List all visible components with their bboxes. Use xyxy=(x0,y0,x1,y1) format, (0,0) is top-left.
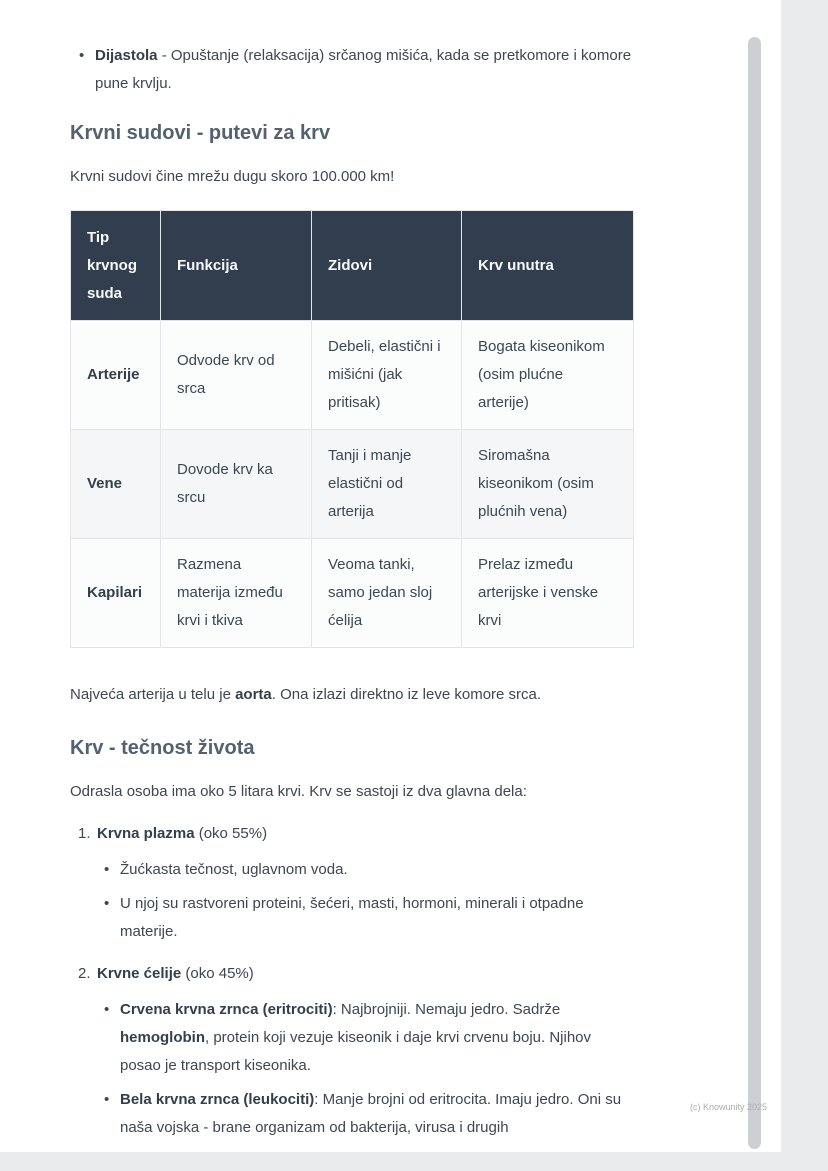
table-cell: Prelaz između arterijske i venske krvi xyxy=(462,539,634,648)
table-cell: Arterije xyxy=(71,321,161,430)
term-krvna-plazma: Krvna plazma xyxy=(97,825,195,842)
table-cell: Debeli, elastični i mišićni (jak pritisak) xyxy=(312,321,462,430)
list-item-plazma xyxy=(78,820,633,946)
table-cell: Kapilari xyxy=(71,539,161,648)
table-header xyxy=(71,211,634,321)
text-segment: , protein koji vezuje kiseonik i daje krvi crvenu boju. Njihov posao je transport kiseonika. xyxy=(120,1029,592,1074)
list-item xyxy=(95,42,633,98)
text-segment: Najveća arterija u telu je xyxy=(70,686,236,703)
term-hemoglobin: hemoglobin xyxy=(120,1029,205,1046)
list-number: 1. xyxy=(78,825,91,842)
table-cell: Veoma tanki, samo jedan sloj ćelija xyxy=(312,539,462,648)
celije-sublist xyxy=(97,996,633,1142)
list-item-text: - Opuštanje (relaksacija) srčanog mišića, kada se pretkomore i komore pune krvlju. xyxy=(95,47,632,92)
blood-vessels-table xyxy=(70,210,634,648)
table-row xyxy=(71,430,634,539)
text-segment: (oko 45%) xyxy=(181,965,254,982)
paragraph-krv-intro: Odrasla osoba ima oko 5 litara krvi. Krv se sastoji iz dva glavna dela: xyxy=(70,783,527,800)
list-item: • Žućkasta tečnost, uglavnom voda. xyxy=(120,856,633,884)
blood-components-list xyxy=(70,820,633,1142)
section-heading-krvni-sudovi: Krvni sudovi - putevi za krv xyxy=(70,122,331,144)
table-header-cell: Funkcija xyxy=(161,211,312,321)
text-segment: : Manje brojni od eritrocita. Imaju jedro. Oni su naša vojska - brane organizam od bakterija, virusa i drugih xyxy=(120,1091,622,1136)
term-leukociti: Bela krvna zrnca (leukociti) xyxy=(120,1091,315,1108)
table-header-cell: Krv unutra xyxy=(462,211,634,321)
table-cell: Tanji i manje elastični od arterija xyxy=(312,430,462,539)
table-cell: Razmena materija između krvi i tkiva xyxy=(161,539,312,648)
term-eritrociti: Crvena krvna zrnca (eritrociti) xyxy=(120,1001,333,1018)
intro-bullet-list xyxy=(70,42,633,98)
list-item-celije xyxy=(78,960,633,1142)
list-item-eritrociti xyxy=(120,996,633,1080)
table-cell: Bogata kiseonikom (osim plućne arterije) xyxy=(462,321,634,430)
section-heading-krv: Krv - tečnost života xyxy=(70,737,255,759)
list-item-leukociti xyxy=(120,1086,633,1142)
list-number: 2. xyxy=(78,965,91,982)
term-dijastola: Dijastola xyxy=(95,47,158,64)
table-cell: Odvode krv od srca xyxy=(161,321,312,430)
table-cell: Dovode krv ka srcu xyxy=(161,430,312,539)
plazma-sublist xyxy=(97,856,633,946)
list-item: • U njoj su rastvoreni proteini, šećeri, masti, hormoni, minerali i otpadne materije. xyxy=(120,890,633,946)
paragraph-krvni-sudovi-intro: Krvni sudovi čine mrežu dugu skoro 100.000 km! xyxy=(70,168,395,185)
table-row xyxy=(71,321,634,430)
paragraph-aorta xyxy=(70,681,633,709)
table-row xyxy=(71,539,634,648)
text-segment: (oko 55%) xyxy=(194,825,268,842)
scrollbar-thumb[interactable] xyxy=(748,37,761,1149)
term-krvne-celije: Krvne ćelije xyxy=(97,965,182,982)
table-body xyxy=(71,321,634,648)
table-header-row xyxy=(71,211,634,321)
term-aorta: aorta xyxy=(235,686,272,703)
text-segment: : Najbrojniji. Nemaju jedro. Sadrže xyxy=(332,1001,561,1018)
text-segment: . Ona izlazi direktno iz leve komore srca. xyxy=(271,686,542,703)
copyright-watermark: (c) Knowunity 2025 xyxy=(690,1102,768,1112)
table-header-cell: Zidovi xyxy=(312,211,462,321)
table-cell: Siromašna kiseonikom (osim plućnih vena) xyxy=(462,430,634,539)
table-header-cell: Tip krvnog suda xyxy=(71,211,161,321)
table-cell: Vene xyxy=(71,430,161,539)
